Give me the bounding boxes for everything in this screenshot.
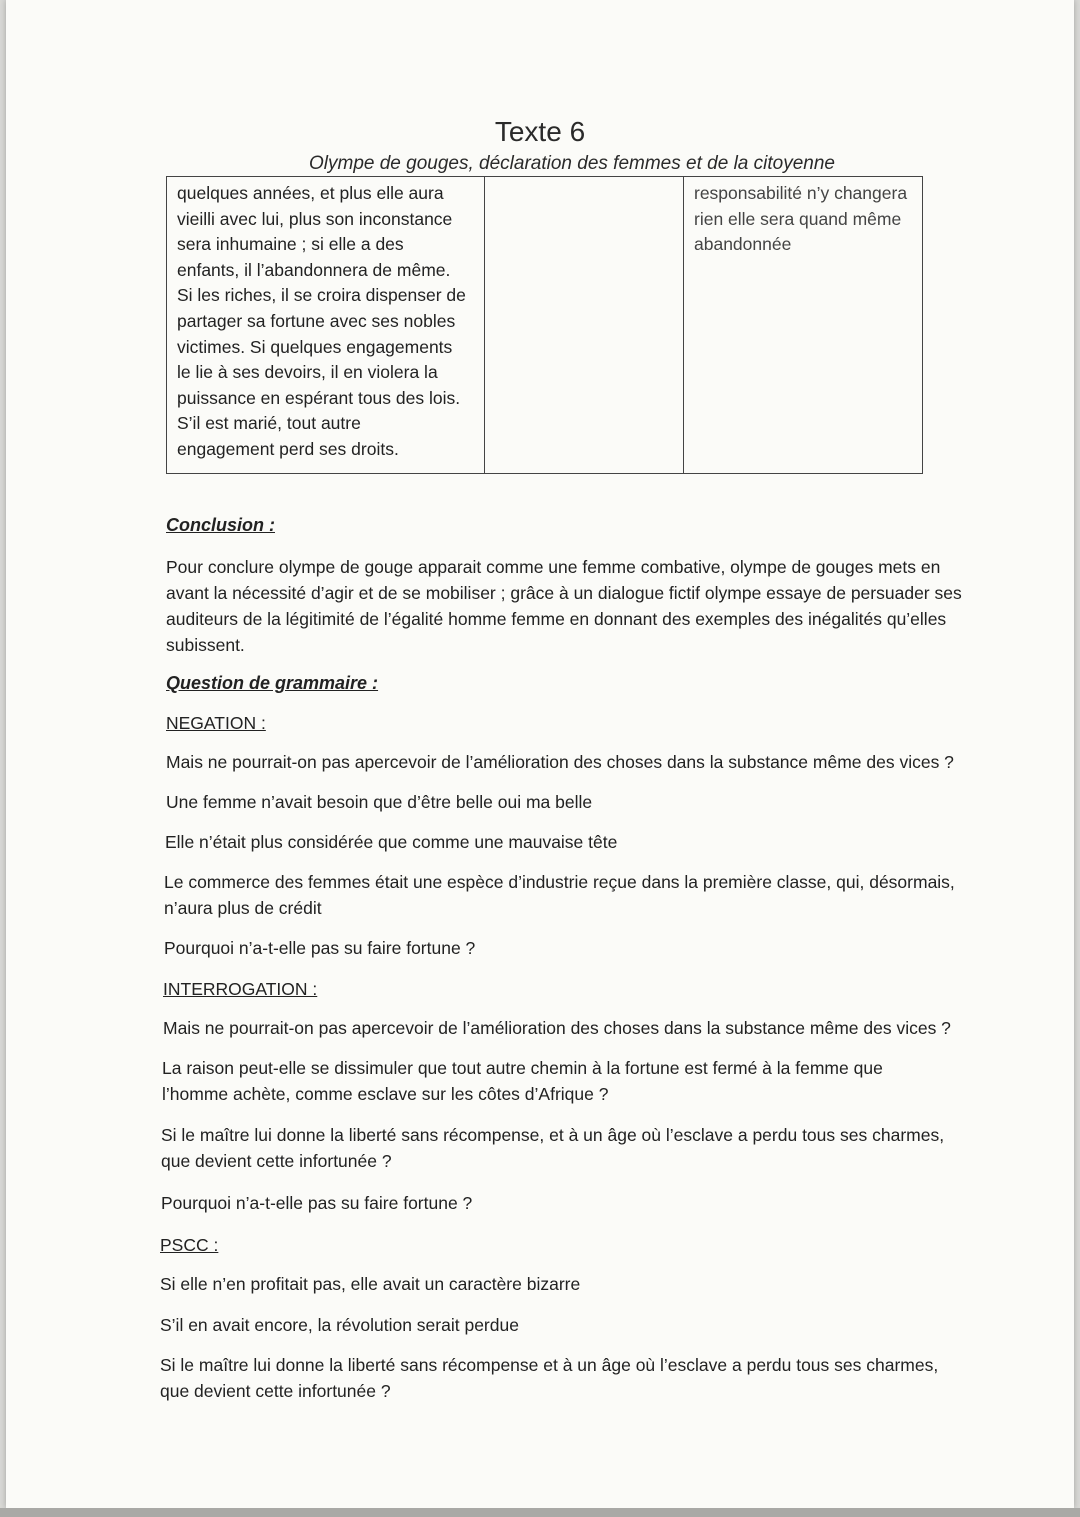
conclusion-line: Pour conclure olympe de gouge apparait comme une femme combative, olympe de gouges mets en	[166, 557, 941, 577]
table-line: abandonnée	[694, 234, 792, 255]
conclusion-line: auditeurs de la légitimité de l’égalité homme femme en donnant des exemples des inégalités qu’elles	[166, 609, 947, 629]
sentence-line: Une femme n’avait besoin que d’être belle oui ma belle	[166, 792, 593, 812]
sentence-line: l’homme achète, comme esclave sur les côtes d’Afrique ?	[162, 1084, 609, 1104]
sentence-line: que devient cette infortunée ?	[160, 1381, 391, 1401]
table-row	[167, 177, 923, 474]
table-line: enfants, il l’abandonnera de même.	[177, 259, 451, 280]
sentence-line: n’aura plus de crédit	[164, 898, 322, 918]
conclusion-paragraph	[166, 554, 962, 658]
page-subtitle: Olympe de gouges, déclaration des femmes et de la citoyenne	[309, 153, 835, 174]
sentence-line: Le commerce des femmes était une espèce d’industrie reçue dans la première classe, qui, désormais,	[164, 872, 955, 892]
table-line: le lie à ses devoirs, il en violera la	[177, 362, 438, 383]
conclusion-line: avant la nécessité d’agir et de se mobiliser ; grâce à un dialogue fictif olympe essaye de persuader ses	[166, 583, 962, 603]
conclusion-line: subissent.	[166, 635, 245, 655]
negation-item	[164, 869, 955, 921]
table-line: Si les riches, il se croira dispenser de	[177, 285, 466, 306]
excerpt-table	[166, 176, 923, 474]
table-line: rien elle sera quand même	[694, 208, 902, 229]
negation-item	[166, 749, 954, 775]
grammar-heading: Question de grammaire :	[166, 673, 379, 693]
negation-item	[166, 789, 592, 815]
table-line: responsabilité n’y changera	[694, 183, 908, 203]
negation-item	[165, 829, 617, 855]
pscc-item	[160, 1352, 938, 1404]
empty-middle-cell	[485, 177, 684, 474]
sentence-line: Mais ne pourrait-on pas apercevoir de l’amélioration des choses dans la substance même des vices ?	[166, 752, 954, 772]
negation-item	[164, 935, 475, 961]
pscc-label: PSCC :	[160, 1235, 219, 1255]
pscc-item	[160, 1271, 580, 1297]
page-title: Texte 6	[494, 116, 586, 147]
excerpt-text-cell	[167, 177, 485, 474]
table-line: victimes. Si quelques engagements	[177, 336, 453, 357]
sentence-line: Si le maître lui donne la liberté sans récompense et à un âge où l’esclave a perdu tous ses charmes,	[160, 1355, 939, 1375]
interrogation-label: INTERROGATION :	[163, 979, 318, 999]
table-line: S’il est marié, tout autre	[177, 413, 361, 434]
interrogation-item	[161, 1190, 472, 1216]
table-line: vieilli avec lui, plus son inconstance	[177, 208, 453, 229]
sentence-line: Mais ne pourrait-on pas apercevoir de l’amélioration des choses dans la substance même des vices ?	[163, 1018, 951, 1038]
sentence-line: que devient cette infortunée ?	[161, 1151, 392, 1171]
sentence-line: Si le maître lui donne la liberté sans récompense, et à un âge où l’esclave a perdu tous ses charmes,	[161, 1125, 945, 1145]
table-line: partager sa fortune avec ses nobles	[177, 310, 456, 331]
table-line: quelques années, et plus elle aura	[177, 183, 444, 203]
sentence-line: Elle n’était plus considérée que comme une mauvaise tête	[165, 832, 618, 852]
sentence-line: S’il en avait encore, la révolution serait perdue	[160, 1315, 519, 1335]
conclusion-heading: Conclusion :	[166, 515, 275, 535]
interrogation-item	[163, 1015, 951, 1041]
interrogation-item	[162, 1055, 883, 1107]
sentence-line: Si elle n’en profitait pas, elle avait un caractère bizarre	[160, 1274, 581, 1294]
sentence-line: La raison peut-elle se dissimuler que tout autre chemin à la fortune est fermé à la femme que	[162, 1058, 883, 1078]
table-line: engagement perd ses droits.	[177, 438, 399, 459]
pscc-item	[160, 1312, 519, 1338]
analysis-cell	[684, 177, 923, 474]
negation-label: NEGATION :	[166, 713, 266, 733]
sentence-line: Pourquoi n’a-t-elle pas su faire fortune ?	[161, 1193, 473, 1213]
page-bottom-edge	[0, 1508, 1080, 1517]
interrogation-item	[161, 1122, 944, 1174]
table-line: puissance en espérant tous des lois.	[177, 387, 461, 408]
sentence-line: Pourquoi n’a-t-elle pas su faire fortune ?	[164, 938, 476, 958]
table-line: sera inhumaine ; si elle a des	[177, 234, 404, 255]
